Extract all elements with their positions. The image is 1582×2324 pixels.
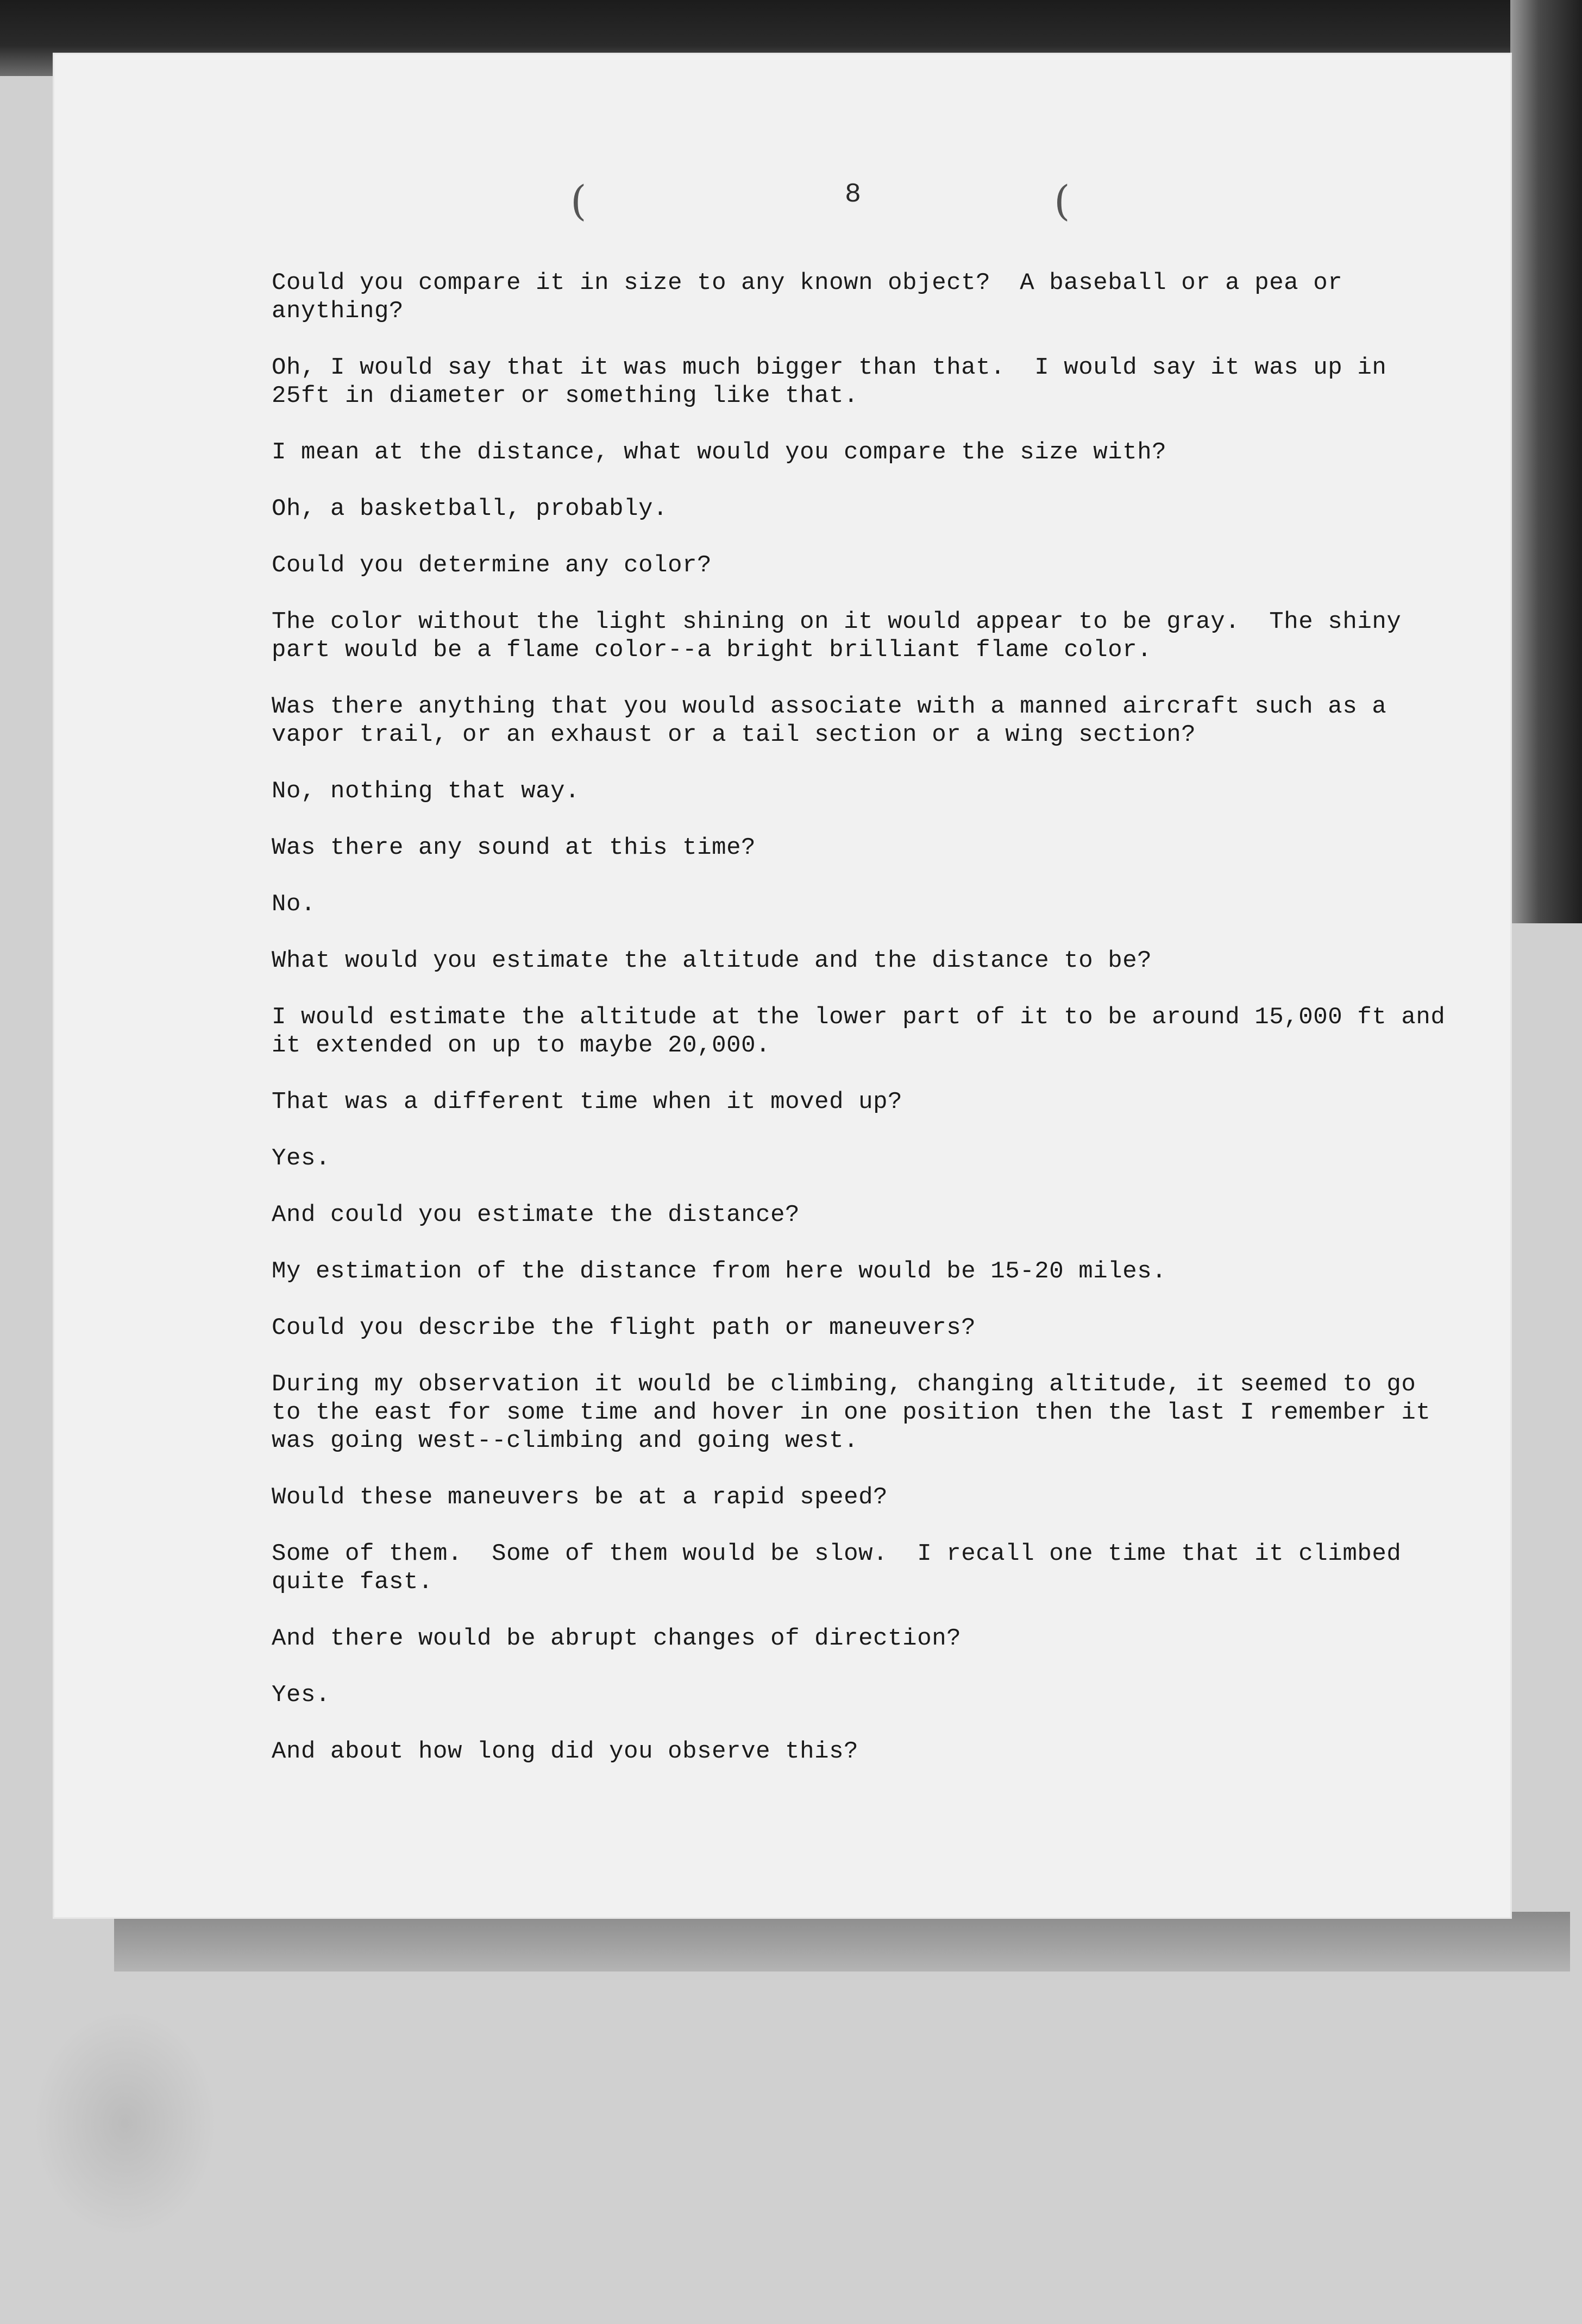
question-distance: And could you estimate the distance? bbox=[272, 1201, 800, 1229]
microfilm-right-border bbox=[1510, 0, 1582, 923]
question-altitude-distance: What would you estimate the altitude and the distance to be? bbox=[272, 947, 1152, 974]
answer-rapid-speed: Some of them. Some of them would be slow. I recall one time that it climbed quite fast. bbox=[272, 1540, 1402, 1596]
answer-flight-path: During my observation it would be climbing, changing altitude, it seemed to go to the east for some time and hover in one position then the last I remember it was going west--climbing and going west. bbox=[272, 1371, 1431, 1454]
question-size-at-distance: I mean at the distance, what would you compare the size with? bbox=[272, 439, 1167, 466]
question-aircraft-features: Was there anything that you would associate with a manned aircraft such as a vapor trail, or an exhaust or a tail section or a wing section? bbox=[272, 693, 1387, 748]
page-number: 8 bbox=[844, 179, 861, 210]
answer-distance: My estimation of the distance from here would be 15-20 miles. bbox=[272, 1258, 1167, 1285]
punch-hole-mark-right: ( bbox=[1054, 177, 1070, 225]
answer-size-comparison: Oh, I would say that it was much bigger than that. I would say it was up in 25ft in diameter or something like that. bbox=[272, 354, 1387, 410]
question-observation-duration: And about how long did you observe this? bbox=[272, 1738, 859, 1765]
typed-page bbox=[54, 54, 1510, 1917]
answer-direction-changes: Yes. bbox=[272, 1681, 331, 1709]
answer-size-at-distance: Oh, a basketball, probably. bbox=[272, 495, 668, 522]
answer-altitude: I would estimate the altitude at the lower part of it to be around 15,000 ft and it extended on up to maybe 20,000. bbox=[272, 1004, 1446, 1059]
film-smudge bbox=[33, 2010, 217, 2238]
question-different-time: That was a different time when it moved up? bbox=[272, 1088, 903, 1116]
answer-color: The color without the light shining on it would appear to be gray. The shiny part would be a flame color--a bright brilliant flame color. bbox=[272, 608, 1402, 664]
answer-aircraft-features: No, nothing that way. bbox=[272, 778, 580, 805]
sheet-shadow bbox=[114, 1912, 1570, 1972]
question-flight-path: Could you describe the flight path or maneuvers? bbox=[272, 1314, 976, 1342]
question-rapid-speed: Would these maneuvers be at a rapid speed? bbox=[272, 1484, 888, 1511]
answer-sound: No. bbox=[272, 891, 316, 918]
question-direction-changes: And there would be abrupt changes of direction? bbox=[272, 1625, 962, 1652]
answer-different-time: Yes. bbox=[272, 1145, 331, 1172]
question-size-comparison: Could you compare it in size to any known object? A baseball or a pea or anything? bbox=[272, 269, 1343, 325]
interview-transcript bbox=[272, 269, 1467, 1794]
question-color: Could you determine any color? bbox=[272, 552, 712, 579]
punch-hole-mark-left: ( bbox=[570, 177, 587, 225]
question-sound: Was there any sound at this time? bbox=[272, 834, 756, 861]
